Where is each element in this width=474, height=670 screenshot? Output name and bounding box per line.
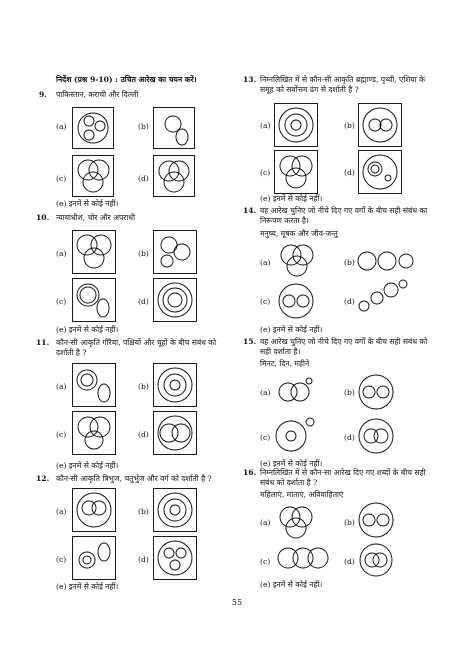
q11-option-a-label[interactable]: (a)	[56, 382, 67, 391]
q15-option-e[interactable]: (e) इनमें से कोई नहीं।	[260, 459, 323, 468]
q9-option-c-label[interactable]: (c)	[56, 174, 67, 183]
q16-option-b-figure[interactable]	[356, 500, 396, 540]
q14-option-a-figure[interactable]	[278, 242, 316, 278]
q9-option-a-figure[interactable]	[72, 107, 114, 149]
q9-option-c-figure[interactable]	[72, 155, 114, 197]
q11-option-d-figure[interactable]	[153, 411, 197, 455]
q13-option-c-label[interactable]: (c)	[260, 168, 271, 177]
q11-option-d-label[interactable]: (d)	[138, 430, 149, 439]
q11-option-b-label[interactable]: (b)	[138, 382, 149, 391]
q16-line2: संबंध को दर्शाता है ?	[260, 478, 318, 487]
q9-option-b-label[interactable]: (b)	[138, 122, 149, 131]
q13-option-d-label[interactable]: (d)	[344, 168, 355, 177]
q16-option-e[interactable]: (e) इनमें से कोई नहीं।	[260, 580, 323, 589]
q14-option-d-figure[interactable]	[356, 279, 408, 313]
q14-line3: मनुष्य, मूषक और जीव-जन्तु	[260, 229, 338, 238]
q12-option-e[interactable]: (e) इनमें से कोई नहीं।	[56, 582, 119, 591]
q10-option-b-label[interactable]: (b)	[138, 249, 149, 258]
q9-option-a-label[interactable]: (a)	[56, 122, 67, 131]
q16-option-a-figure[interactable]	[276, 503, 316, 541]
q14-line1: वह आरेख चुनिए जो नीचे दिए गए वर्गों के बीच सही संबंध का	[260, 206, 428, 215]
q15-line2: सही दर्शाता है।	[260, 347, 301, 356]
q16-line1: निम्नलिखित में से कौन-सा आरेख दिए गए शब्दों के बीच सही	[260, 468, 426, 477]
q14-option-b-label[interactable]: (b)	[344, 258, 355, 267]
q16-option-c-figure[interactable]	[274, 546, 332, 570]
q11-option-a-figure[interactable]	[72, 363, 116, 407]
q15-option-d-label[interactable]: (d)	[344, 433, 355, 442]
q14-option-b-figure[interactable]	[356, 250, 414, 272]
q16-option-c-label[interactable]: (c)	[260, 557, 271, 566]
q11-option-e[interactable]: (e) इनमें से कोई नहीं।	[56, 461, 119, 470]
q16-option-d-figure[interactable]	[356, 542, 396, 578]
q12-number: 12.	[36, 474, 50, 483]
q11-number: 11.	[36, 338, 50, 347]
q15-number: 15.	[243, 337, 257, 346]
q12-option-d-figure[interactable]	[153, 536, 197, 580]
q14-line2: निरूपण करता है।	[260, 216, 309, 225]
q15-option-b-label[interactable]: (b)	[344, 388, 355, 397]
q16-number: 16.	[243, 468, 257, 477]
q16-option-a-label[interactable]: (a)	[260, 518, 271, 527]
q11-option-c-figure[interactable]	[72, 411, 116, 455]
q10-option-c-label[interactable]: (c)	[56, 297, 67, 306]
page-number: 55	[231, 598, 243, 607]
q15-option-a-label[interactable]: (a)	[260, 388, 271, 397]
q12-text: कौन-सी आकृति त्रिभुज, चतुर्भुज और वर्ग को दर्शाती है ?	[56, 474, 212, 483]
q15-option-b-figure[interactable]	[356, 372, 396, 412]
q10-option-a-label[interactable]: (a)	[56, 249, 67, 258]
q13-option-a-label[interactable]: (a)	[260, 121, 271, 130]
q10-option-e[interactable]: (e) इनमें से कोई नहीं।	[56, 325, 119, 334]
q10-text: न्यायाधीश, चोर और अपराधी	[56, 213, 136, 222]
q14-option-c-figure[interactable]	[276, 281, 316, 321]
q13-option-a-figure[interactable]	[274, 103, 318, 147]
q15-line1: वह आरेख चुनिए जो नीचे दिए गए वर्गों के बीच सही संबंध को	[260, 337, 428, 346]
q9-option-e[interactable]: (e) इनमें से कोई नहीं।	[56, 199, 119, 208]
q15-line3: मिनट, दिन, महीने	[260, 359, 310, 368]
q15-option-c-label[interactable]: (c)	[260, 433, 271, 442]
q13-line2: समूह को सर्वोत्तम ढंग से दर्शाती है ?	[260, 85, 359, 94]
q12-option-b-label[interactable]: (b)	[138, 507, 149, 516]
q9-text: पाकिस्तान, कराची और दिल्ली	[56, 90, 139, 99]
q9-option-d-figure[interactable]	[153, 155, 195, 197]
q11-option-c-label[interactable]: (c)	[56, 430, 67, 439]
q10-option-d-figure[interactable]	[153, 278, 197, 322]
q10-option-d-label[interactable]: (d)	[138, 297, 149, 306]
q10-option-b-figure[interactable]	[153, 230, 197, 274]
q16-option-b-label[interactable]: (b)	[344, 518, 355, 527]
q11-option-b-figure[interactable]	[153, 363, 197, 407]
q13-option-c-figure[interactable]	[274, 150, 318, 194]
q13-option-b-label[interactable]: (b)	[344, 121, 355, 130]
q14-option-e[interactable]: (e) इनमें से कोई नहीं।	[260, 325, 323, 334]
q12-option-a-figure[interactable]	[72, 488, 116, 532]
q16-option-d-label[interactable]: (d)	[344, 557, 355, 566]
q13-option-d-figure[interactable]	[358, 150, 402, 194]
q10-option-a-figure[interactable]	[72, 230, 116, 274]
q15-option-d-figure[interactable]	[356, 416, 396, 456]
q12-option-c-figure[interactable]	[72, 536, 116, 580]
q12-option-a-label[interactable]: (a)	[56, 507, 67, 516]
q13-option-b-figure[interactable]	[358, 103, 402, 147]
q12-option-c-label[interactable]: (c)	[56, 555, 67, 564]
q14-number: 14.	[243, 206, 257, 215]
q9-number: 9.	[39, 90, 47, 99]
q12-option-b-figure[interactable]	[153, 488, 197, 532]
q11-line1: कौन-सी आकृति गौरैया, पक्षियों और चूहों के बीच संबंध को	[56, 338, 217, 347]
q14-option-d-label[interactable]: (d)	[344, 297, 355, 306]
q9-option-b-figure[interactable]	[153, 107, 195, 149]
q14-option-a-label[interactable]: (a)	[260, 258, 271, 267]
q15-option-a-figure[interactable]	[276, 376, 314, 406]
q12-option-d-label[interactable]: (d)	[138, 555, 149, 564]
q13-option-e[interactable]: (e) इनमें से कोई नहीं।	[260, 194, 323, 203]
q11-line2: दर्शाती है ?	[56, 348, 87, 357]
q16-line3: महिलाएं, माताएं, अविवाहिताएं	[260, 490, 344, 499]
q15-option-c-figure[interactable]	[274, 414, 318, 454]
q13-number: 13.	[243, 75, 257, 84]
q14-option-c-label[interactable]: (c)	[260, 297, 271, 306]
q9-option-d-label[interactable]: (d)	[138, 174, 149, 183]
q13-line1: निम्नलिखित में से कौन-सी आकृति ब्रह्माण्ड, पृथ्वी, एशिया के	[260, 75, 425, 84]
q10-option-c-figure[interactable]	[72, 278, 116, 322]
q10-number: 10.	[36, 213, 50, 222]
instruction: निर्देश (प्रश्न 9-10) : उचित आरेख का चयन करें।	[56, 75, 197, 84]
